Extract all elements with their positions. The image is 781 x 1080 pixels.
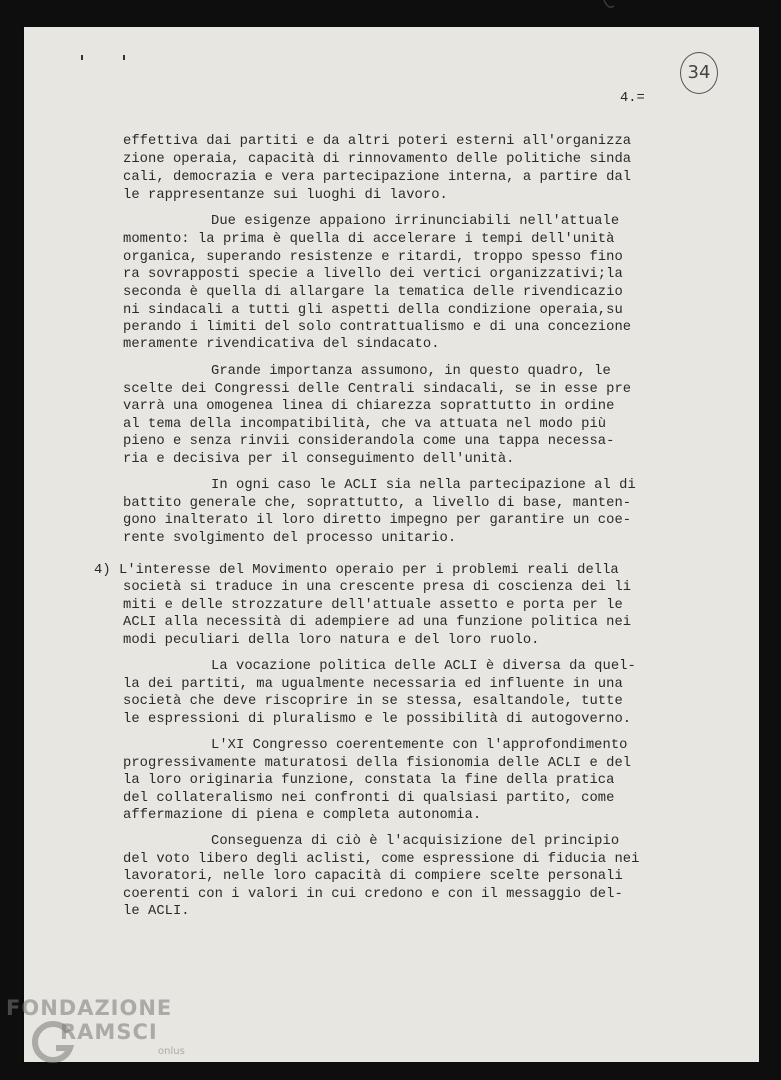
text-line: del voto libero degli aclisti, come espressione di fiducia nei bbox=[123, 852, 640, 867]
text-line: effettiva dai partiti e da altri poteri esterni all'organizza bbox=[123, 134, 632, 149]
text-line: scelte dei Congressi delle Centrali sindacali, se in esse pre bbox=[123, 382, 632, 397]
scissor-mark-icon bbox=[600, 0, 622, 14]
text-line: In ogni caso le ACLI sia nella partecipazione al di bbox=[211, 478, 636, 493]
text-line: 4) L'interesse del Movimento operaio per i problemi reali della bbox=[94, 563, 619, 578]
text-line: battito generale che, soprattutto, a livello di base, manten- bbox=[123, 496, 632, 511]
document-page bbox=[24, 27, 759, 1062]
text-line: gono inalterato il loro diretto impegno per garantire un coe- bbox=[123, 513, 632, 528]
watermark-gramsci: RAMSCI bbox=[60, 1020, 158, 1044]
text-line: meramente rivendicativa del sindacato. bbox=[123, 337, 440, 352]
text-line: rente svolgimento del processo unitario. bbox=[123, 531, 457, 546]
text-line: L'XI Congresso coerentemente con l'approfondimento bbox=[211, 738, 628, 753]
text-line: cali, democrazia e vera partecipazione interna, a partire dal bbox=[123, 170, 632, 185]
text-line: varrà una omogenea linea di chiarezza soprattutto in ordine bbox=[123, 399, 615, 414]
text-line: perando i limiti del solo contrattualismo e di una concezione bbox=[123, 320, 632, 335]
text-line: ra sovrapposti specie a livello dei vertici organizzativi;la bbox=[123, 267, 623, 282]
text-line: la dei partiti, ma ugualmente necessaria ed influente in una bbox=[123, 677, 623, 692]
watermark-onlus: onlus bbox=[158, 1046, 185, 1057]
punch-mark bbox=[81, 55, 83, 60]
text-line: progressivamente maturatosi della fisionomia delle ACLI e del bbox=[123, 756, 632, 771]
text-line: pieno e senza rinvii considerandola come una tappa necessa- bbox=[123, 434, 615, 449]
text-line: affermazione di piena e completa autonomia. bbox=[123, 808, 482, 823]
punch-mark bbox=[123, 55, 125, 60]
text-line: del collateralismo nei confronti di qualsiasi partito, come bbox=[123, 791, 615, 806]
text-line: le ACLI. bbox=[123, 904, 190, 919]
text-line: le espressioni di pluralismo e le possibilità di autogoverno. bbox=[123, 712, 632, 727]
text-line: ria e decisiva per il conseguimento dell'unità. bbox=[123, 452, 515, 467]
text-line: momento: la prima è quella di accelerare i tempi dell'unità bbox=[123, 232, 615, 247]
text-line: Due esigenze appaiono irrinunciabili nell'attuale bbox=[211, 214, 620, 229]
archive-number-stamp: 34 bbox=[680, 52, 718, 94]
text-line: società si traduce in una crescente presa di coscienza dei li bbox=[123, 580, 632, 595]
text-line: La vocazione politica delle ACLI è diversa da quel- bbox=[211, 659, 636, 674]
watermark-foundation: FONDAZIONE bbox=[6, 996, 173, 1020]
text-line: le rappresentanze sui luoghi di lavoro. bbox=[123, 188, 448, 203]
text-line: modi peculiari della loro natura e del loro ruolo. bbox=[123, 633, 540, 648]
text-line: miti e delle strozzature dell'attuale assetto e porta per le bbox=[123, 598, 623, 613]
page-number: 4.= bbox=[620, 91, 645, 106]
text-line: zione operaia, capacità di rinnovamento delle politiche sinda bbox=[123, 152, 632, 167]
text-line: ni sindacali a tutti gli aspetti della condizione operaia,su bbox=[123, 303, 623, 318]
text-line: al tema della incompatibilità, che va attuata nel modo più bbox=[123, 417, 607, 432]
text-line: la loro originaria funzione, constata la fine della pratica bbox=[123, 773, 615, 788]
text-line: lavoratori, nelle loro capacità di compiere scelte personali bbox=[123, 869, 623, 884]
text-line: coerenti con i valori in cui credono e con il messaggio del- bbox=[123, 887, 623, 902]
text-line: Conseguenza di ciò è l'acquisizione del principio bbox=[211, 834, 620, 849]
text-line: società che deve riscoprire in se stessa, esaltandole, tutte bbox=[123, 694, 623, 709]
text-line: organica, superando resistenze e ritardi, troppo spesso fino bbox=[123, 250, 623, 265]
text-line: Grande importanza assumono, in questo quadro, le bbox=[211, 364, 611, 379]
text-line: ACLI alla necessità di adempiere ad una funzione politica nei bbox=[123, 615, 632, 630]
text-line: seconda è quella di allargare la tematica delle rivendicazio bbox=[123, 285, 623, 300]
